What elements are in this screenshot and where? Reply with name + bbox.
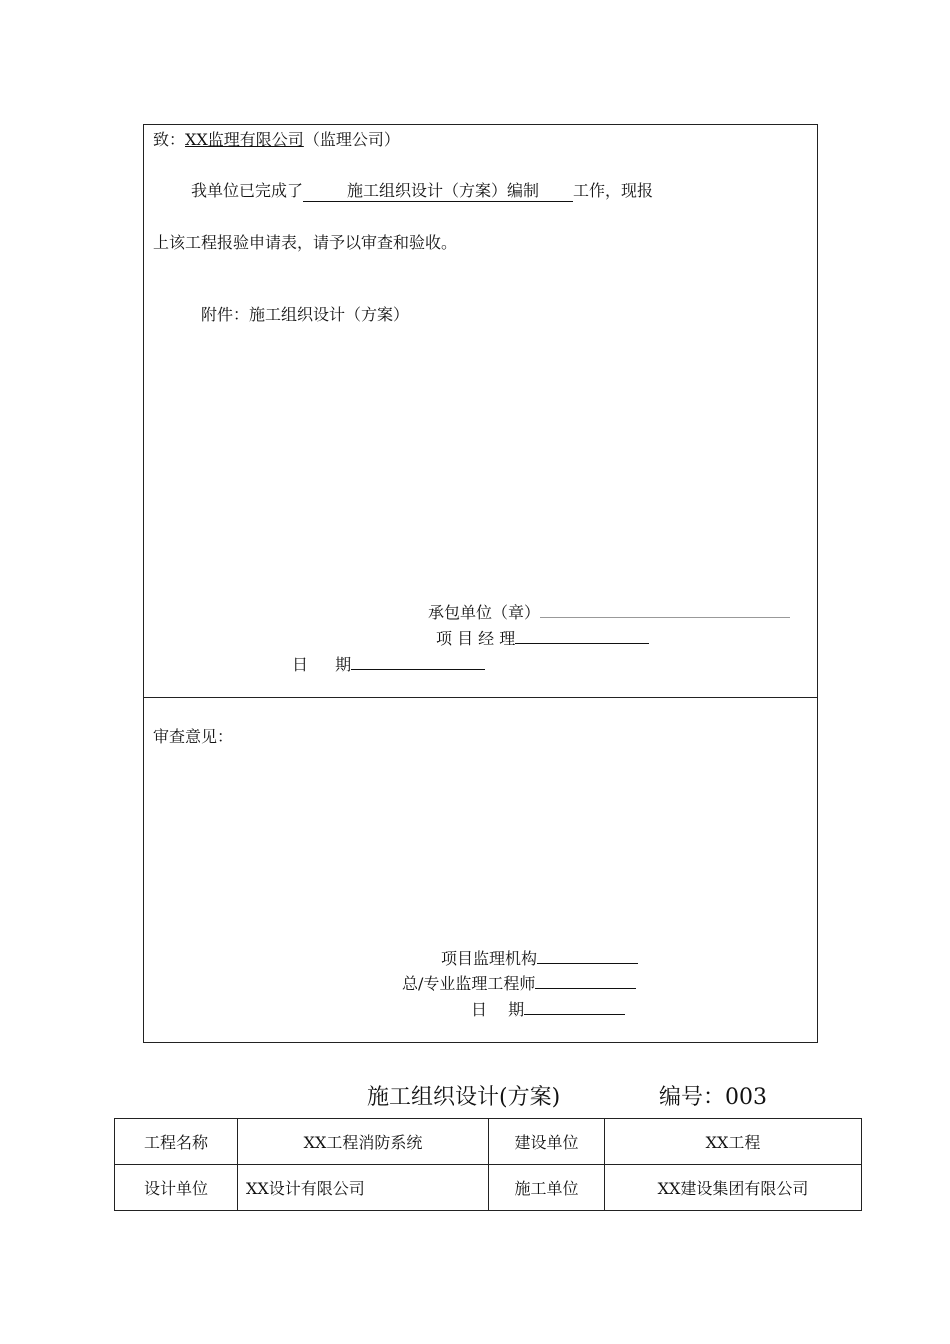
supervision-org-field	[537, 949, 638, 964]
contractor-date-line	[292, 652, 485, 675]
project-manager-label: 项 目 经 理	[436, 629, 516, 648]
addressee-company: XX监理有限公司	[185, 130, 304, 149]
body-line1-post: 工作，现报	[573, 181, 654, 200]
chief-engineer-field	[535, 974, 636, 989]
table-row	[115, 1119, 862, 1165]
body-line-1	[191, 178, 653, 202]
project-name-value: XX工程消防系统	[238, 1119, 489, 1165]
contractor-stamp-field	[540, 603, 790, 618]
builder-label: 施工单位	[489, 1165, 605, 1211]
work-item-value: 施工组织设计（方案）编制	[347, 181, 540, 200]
chief-engineer-label: 总/专业监理工程师	[402, 974, 536, 993]
addressee-prefix: 致：	[153, 130, 186, 149]
designer-value: XX设计有限公司	[238, 1165, 489, 1211]
attachment-line: 附件：施工组织设计（方案）	[201, 305, 410, 324]
chief-engineer-line	[402, 971, 636, 994]
application-form-box	[143, 124, 818, 1043]
project-manager-field	[515, 629, 649, 644]
addressee-suffix: （监理公司）	[303, 130, 400, 149]
table-row	[115, 1165, 862, 1211]
contractor-line	[428, 600, 790, 623]
project-manager-line	[436, 626, 649, 649]
supervision-org-label: 项目监理机构	[441, 949, 538, 968]
review-date-field	[524, 1000, 625, 1015]
contractor-date-label: 日 期	[292, 655, 352, 674]
body-line-2: 上该工程报验申请表，请予以审查和验收。	[153, 233, 458, 252]
addressee-line	[153, 127, 400, 150]
body-line1-pre: 我单位已完成了	[191, 181, 304, 200]
review-label: 审查意见：	[153, 727, 234, 746]
owner-label: 建设单位	[489, 1119, 605, 1165]
project-name-label: 工程名称	[115, 1119, 238, 1165]
document-number: 编号：003	[659, 1085, 767, 1110]
section-divider	[143, 697, 818, 698]
owner-value: XX工程	[605, 1119, 862, 1165]
review-date-label: 日 期	[471, 1000, 525, 1019]
project-info-table	[114, 1118, 862, 1211]
contractor-label: 承包单位（章）	[428, 603, 541, 622]
review-date-line	[471, 997, 625, 1020]
designer-label: 设计单位	[115, 1165, 238, 1211]
document-title: 施工组织设计(方案)	[367, 1085, 561, 1110]
contractor-date-field	[351, 655, 485, 670]
work-item-field	[303, 178, 573, 202]
builder-value: XX建设集团有限公司	[605, 1165, 862, 1211]
supervision-org-line	[441, 946, 638, 969]
